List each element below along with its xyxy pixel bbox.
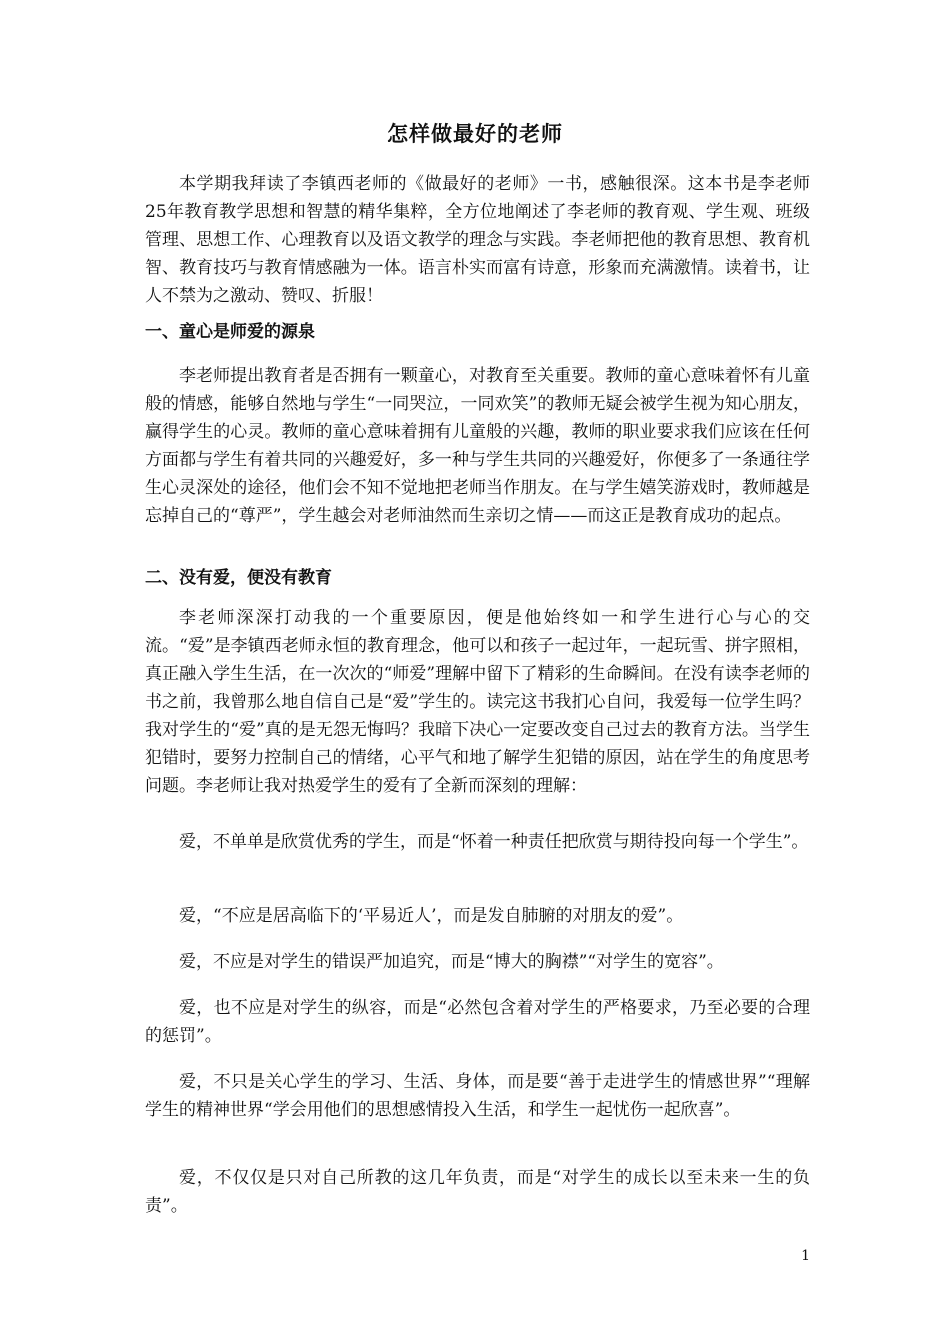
- section-2-heading: 二、没有爱，便没有教育: [145, 568, 332, 588]
- love-point-6: 爱，不仅仅是只对自己所教的这几年负责，而是“对学生的成长以至未来一生的负责”。: [145, 1168, 810, 1216]
- love-point-4: 爱，也不应是对学生的纵容，而是“必然包含着对学生的严格要求，乃至必要的合理的惩罚”。: [145, 998, 810, 1046]
- document-title: 怎样做最好的老师: [387, 121, 563, 146]
- love-point-5: 爱，不只是关心学生的学习、生活、身体，而是要“善于走进学生的情感世界”“理解学生的精神世界“学会用他们的思想感情投入生活，和学生一起忧伤一起欣喜”。: [145, 1072, 810, 1120]
- page-number: 1: [801, 1248, 810, 1264]
- section-2-paragraph: 李老师深深打动我的一个重要原因，便是他始终如一和学生进行心与心的交流。“爱”是李镇西老师永恒的教育理念，他可以和孩子一起过年，一起玩雪、拼字照相，真正融入学生生活，在一次次的“师爱”理解中留下了精彩的生命瞬间。在没有读李老师的书之前，我曾那么地自信自己是“爱”学生的。读完这书我扪心自问，我爱每一位学生吗？我对学生的“爱”真的是无怨无悔吗？我暗下决心一定要改变自己过去的教育方法。当学生犯错时，要努力控制自己的情绪，心平气和地了解学生犯错的原因，站在学生的角度思考问题。李老师让我对热爱学生的爱有了全新而深刻的理解：: [145, 608, 810, 796]
- love-point-2: 爱，“不应是居高临下的‘平易近人’，而是发自肺腑的对朋友的爱”。: [179, 906, 684, 926]
- love-point-3: 爱，不应是对学生的错误严加追究，而是“博大的胸襟”“对学生的宽容”。: [179, 952, 724, 972]
- section-1-paragraph: 李老师提出教育者是否拥有一颗童心，对教育至关重要。教师的童心意味着怀有儿童般的情感，能够自然地与学生“一同哭泣，一同欢笑”的教师无疑会被学生视为知心朋友，赢得学生的心灵。教师的童心意味着拥有儿童般的兴趣，教师的职业要求我们应该在任何方面都与学生有着共同的兴趣爱好，多一种与学生共同的兴趣爱好，你便多了一条通往学生心灵深处的途径，他们会不知不觉地把老师当作朋友。在与学生嬉笑游戏时，教师越是忘掉自己的“尊严”，学生越会对老师油然而生亲切之情——而这正是教育成功的起点。: [145, 366, 810, 526]
- section-1-heading: 一、童心是师爱的源泉: [145, 322, 315, 342]
- intro-paragraph: 本学期我拜读了李镇西老师的《做最好的老师》一书，感触很深。这本书是李老师25年教育教学思想和智慧的精华集粹，全方位地阐述了李老师的教育观、学生观、班级管理、思想工作、心理教育以及语文教学的理念与实践。李老师把他的教育思想、教育机智、教育技巧与教育情感融为一体。语言朴实而富有诗意，形象而充满激情。读着书，让人不禁为之激动、赞叹、折服！: [145, 174, 810, 306]
- love-point-1: 爱，不单单是欣赏优秀的学生，而是“怀着一种责任把欣赏与期待投向每一个学生”。: [179, 832, 809, 852]
